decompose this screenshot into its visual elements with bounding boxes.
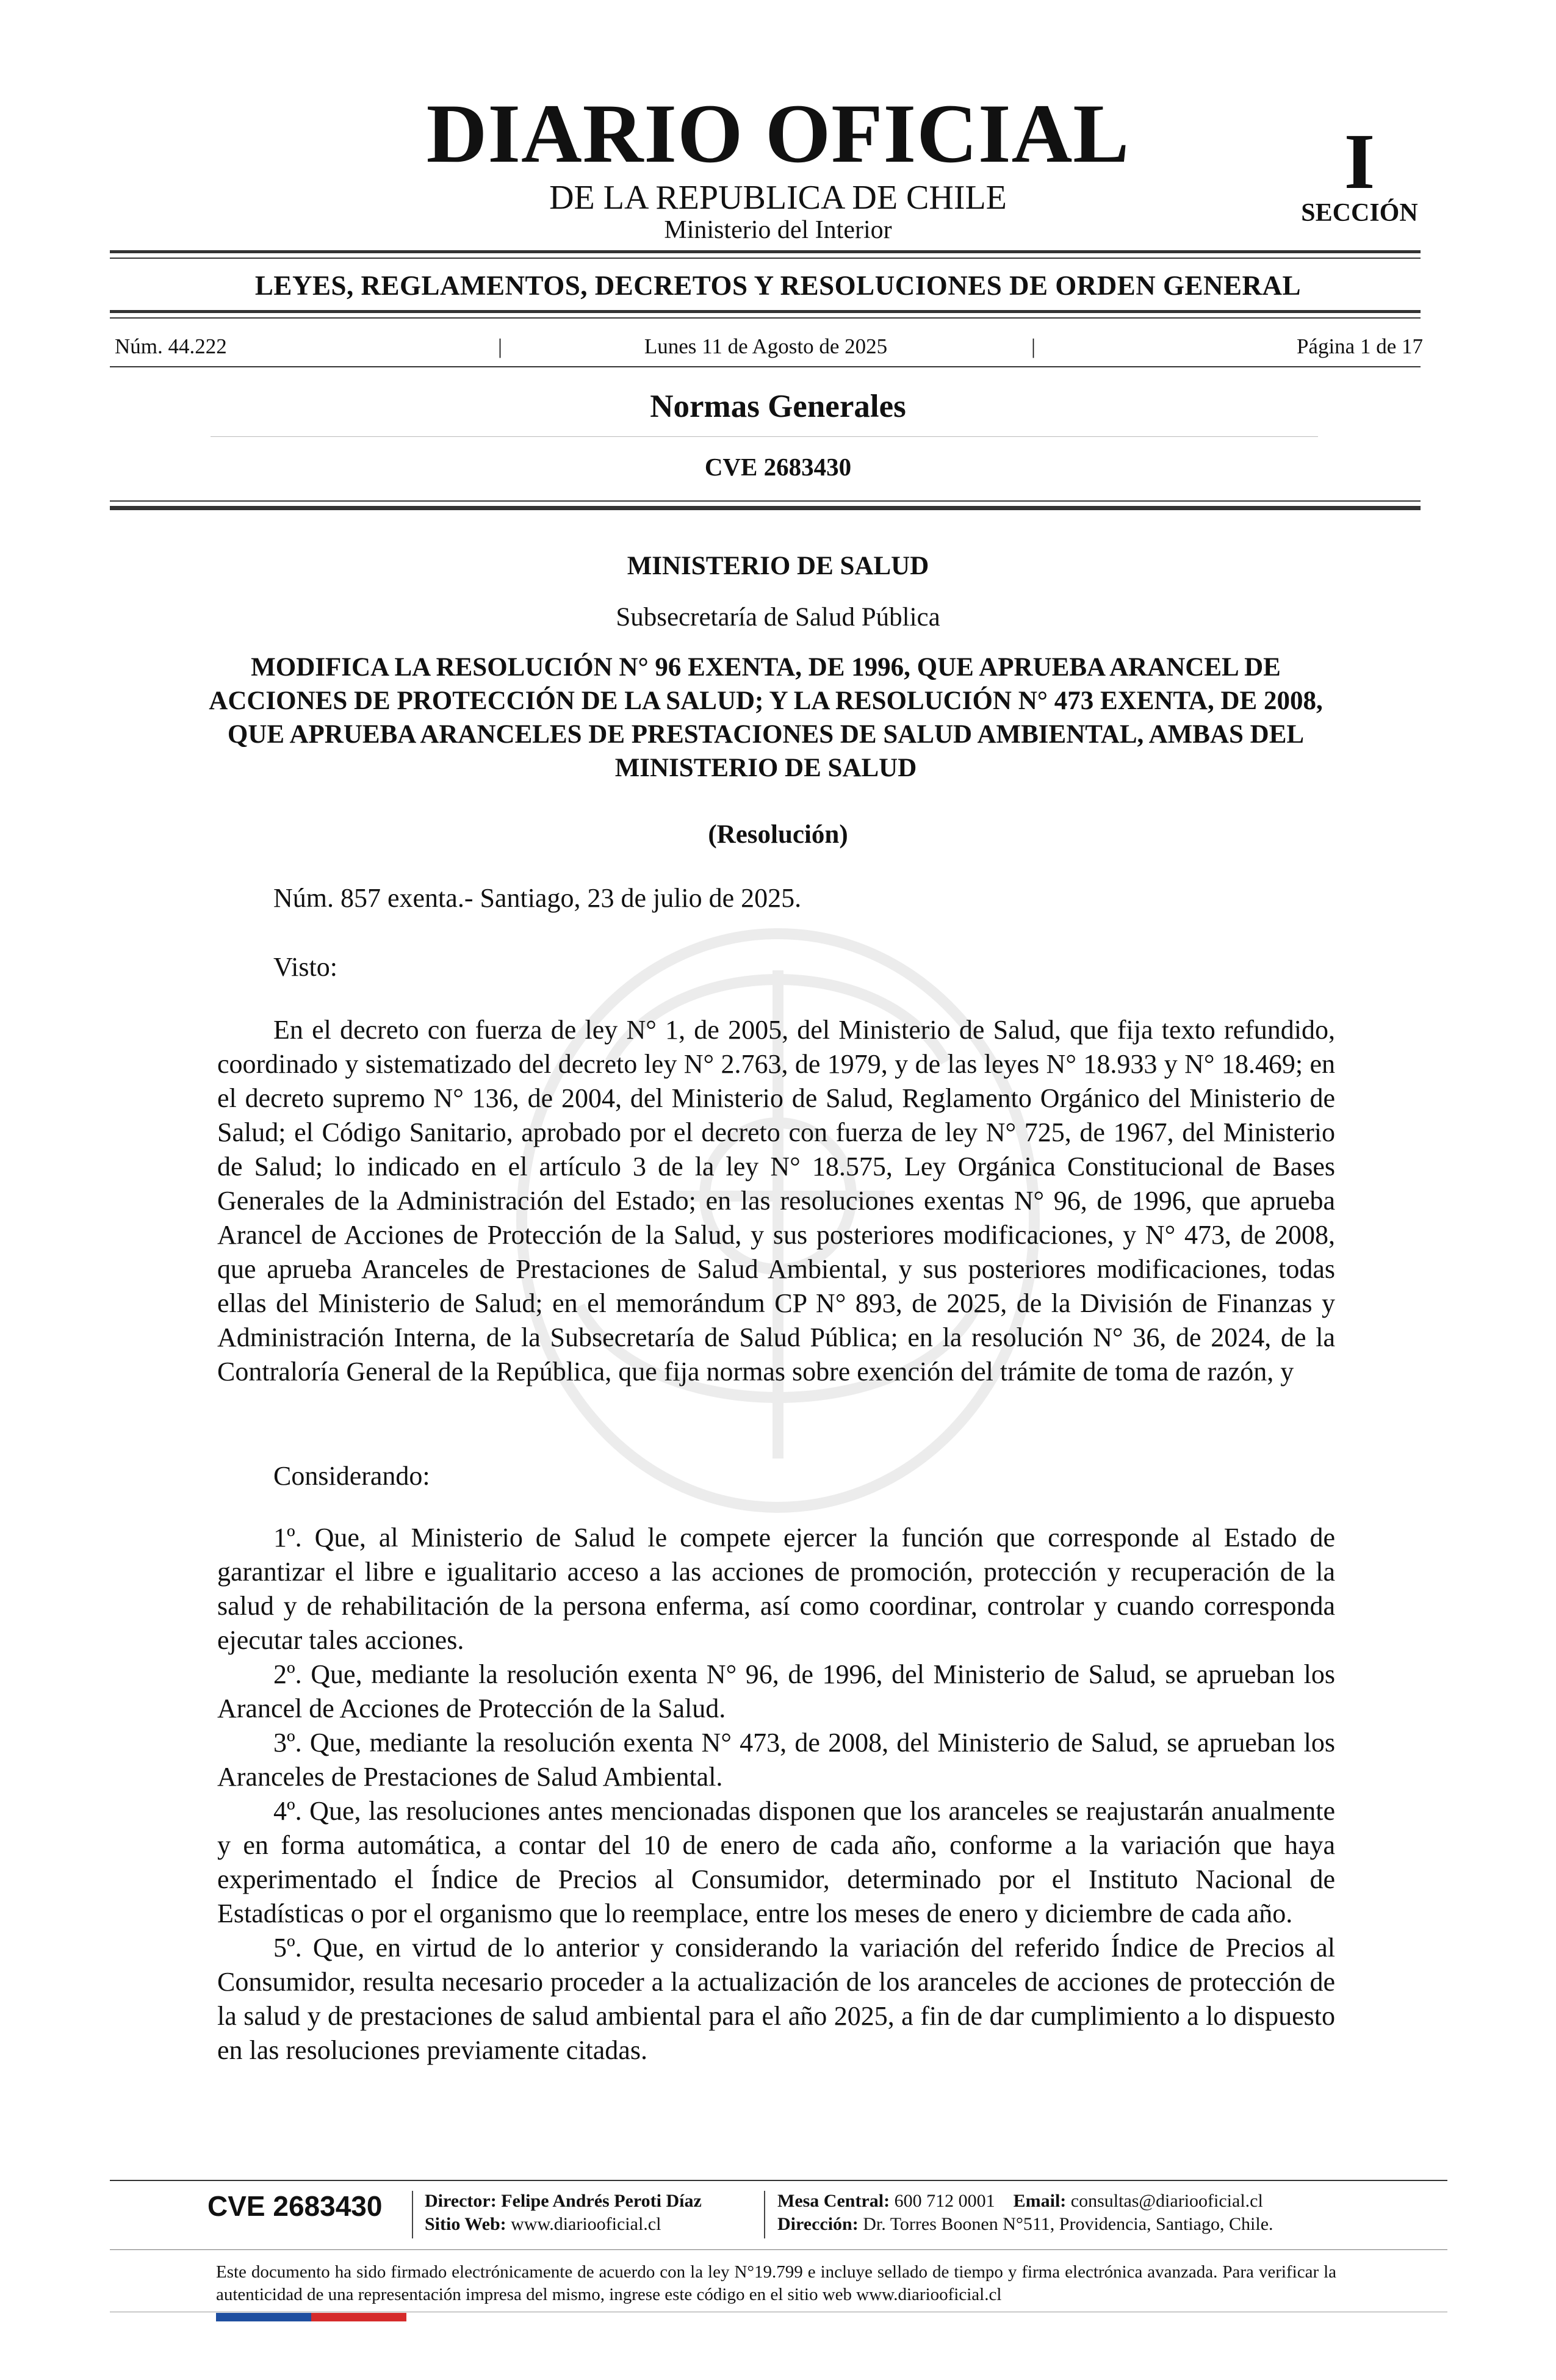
resolution-type: (Resolución) — [708, 820, 848, 849]
cve-rule-thick — [110, 506, 1421, 510]
considerando-label: Considerando: — [273, 1461, 430, 1491]
mesa-label: Mesa Central: — [777, 2191, 890, 2211]
footer-cve-code: CVE 2683430 — [207, 2190, 383, 2222]
document-ministry: MINISTERIO DE SALUD — [627, 552, 929, 580]
masthead-rule-thin — [110, 258, 1421, 259]
footer-rule-top — [110, 2180, 1447, 2181]
meta-separator: | — [1031, 334, 1036, 358]
section-title-rule — [211, 436, 1318, 437]
considerando-item: 1º. Que, al Ministerio de Salud le compete ejercer la función que corresponde al Estado de garantizar el libre e igualitario acceso a las acciones de promoción, protección y recuperación de la salud y de rehabilitación de la persona enferma, así como coordinar, controlar y cuando corresponda ejecutar tales acciones. — [217, 1523, 1335, 1655]
visto-label: Visto: — [273, 952, 337, 982]
considerando-item: 5º. Que, en virtud de lo anterior y considerando la variación del referido Índice de Precios al Consumidor, resulta necesario proceder a la actualización de los aranceles de acciones de protección de la salud y de prestaciones de salud ambiental para el año 2025, a fin de dar cumplimiento a lo dispuesto en las resoluciones previamente citadas. — [217, 1933, 1335, 2065]
meta-separator: | — [498, 334, 503, 358]
visto-paragraph — [217, 1013, 1335, 1389]
considerandos-list — [217, 1521, 1335, 2068]
address-label: Dirección: — [777, 2214, 859, 2234]
visto-text: En el decreto con fuerza de ley N° 1, de 2005, del Ministerio de Salud, que fija texto refundido, coordinado y sistematizado del decreto ley N° 2.763, de 1979, y de las leyes N° 18.933 y N° 18.469; en el decreto supremo N° 136, de 2004, del Ministerio de Salud, Reglamento Orgánico del Ministerio de Salud; el Código Sanitario, aprobado por el decreto con fuerza de ley N° 725, de 1967, del Ministerio de Salud; lo indicado en el artículo 3 de la ley N° 18.575, Ley Orgánica Constitucional de Bases Generales de la Administración del Estado; en las resoluciones exentas N° 96, de 1996, que aprueba Arancel de Acciones de Protección de la Salud, y sus posteriores modificaciones, y N° 473, de 2008, que aprueba Aranceles de Prestaciones de Salud Ambiental, y sus posteriores modificaciones, todas ellas del Ministerio de Salud; en el memorándum CP N° 893, de 2025, de la División de Finanzas y Administración Interna, de la Subsecretaría de Salud Pública; en la resolución N° 36, de 2024, de la Contraloría General de la República, que fija normas sobre exención del trámite de toma de razón, y — [217, 1015, 1335, 1387]
footer-legal-note: Este documento ha sido firmado electrónicamente de acuerdo con la ley N°19.799 e incluye sellado de tiempo y firma electrónica avanzada. Para verificar la autenticidad de una representación impresa del mismo, ingrese este código en el sitio web www.diariooficial.cl — [216, 2262, 1336, 2304]
cve-code: CVE 2683430 — [704, 453, 852, 481]
document-subsecretaria: Subsecretaría de Salud Pública — [616, 603, 940, 632]
resolution-number-line: Núm. 857 exenta.- Santiago, 23 de julio de 2025. — [273, 883, 802, 913]
director-name: Felipe Andrés Peroti Díaz — [501, 2191, 702, 2211]
footer-contact-column — [777, 2190, 1273, 2236]
category-rule-thin — [110, 317, 1421, 319]
masthead-rule-thick — [110, 250, 1421, 253]
masthead-title: DIARIO OFICIAL — [426, 87, 1130, 180]
email-label: Email: — [1013, 2191, 1067, 2211]
masthead-ministry: Ministerio del Interior — [664, 216, 892, 244]
issue-number: Núm. 44.222 — [115, 334, 227, 358]
footer-divider — [764, 2191, 765, 2238]
website-link[interactable]: www.diariooficial.cl — [511, 2214, 661, 2234]
footer-rule-mid — [110, 2249, 1447, 2250]
resolution-title: MODIFICA LA RESOLUCIÓN N° 96 EXENTA, DE 1996, QUE APRUEBA ARANCEL DE ACCIONES DE PROTECCIÓN DE LA SALUD; Y LA RESOLUCIÓN N° 473 EXENTA, DE 2008, QUE APRUEBA ARANCELES DE PRESTACIONES DE SALUD AMBIENTAL, AMBAS DEL MINISTERIO DE SALUD — [209, 653, 1323, 782]
flag-bar-red — [311, 2313, 406, 2321]
section-numeral: I — [1344, 118, 1375, 206]
website-label: Sitio Web: — [425, 2214, 506, 2234]
considerando-item: 4º. Que, las resoluciones antes mencionadas disponen que los aranceles se reajustarán anualmente y en forma automática, a contar del 10 de enero de cada año, conforme a la variación que haya experimentado el Índice de Precios al Consumidor, determinado por el Instituto Nacional de Estadísticas o por el organismo que lo reemplace, entre los meses de enero y diciembre de cada año. — [217, 1796, 1335, 1928]
issue-date: Lunes 11 de Agosto de 2025 — [644, 334, 888, 358]
footer-contact-column — [425, 2190, 702, 2236]
masthead-subtitle: DE LA REPUBLICA DE CHILE — [549, 179, 1007, 217]
section-label: SECCIÓN — [1301, 199, 1418, 227]
email-link[interactable]: consultas@diariooficial.cl — [1070, 2191, 1263, 2211]
considerando-item: 2º. Que, mediante la resolución exenta N° 96, de 1996, del Ministerio de Salud, se aprueban los Arancel de Acciones de Protección de la Salud. — [217, 1659, 1335, 1723]
section-title: Normas Generales — [650, 389, 906, 424]
director-label: Director: — [425, 2191, 497, 2211]
footer-divider — [412, 2191, 413, 2238]
address-value: Dr. Torres Boonen N°511, Providencia, Santiago, Chile. — [863, 2214, 1273, 2234]
category-rule-thick — [110, 310, 1421, 313]
cve-rule-thin — [110, 500, 1421, 502]
mesa-phone: 600 712 0001 — [894, 2191, 995, 2211]
flag-bar-blue — [216, 2313, 311, 2321]
page-indicator: Página 1 de 17 — [1296, 334, 1423, 358]
meta-rule — [110, 366, 1421, 367]
considerando-item: 3º. Que, mediante la resolución exenta N° 473, de 2008, del Ministerio de Salud, se aprueban los Aranceles de Prestaciones de Salud Ambiental. — [217, 1728, 1335, 1792]
category-banner: LEYES, REGLAMENTOS, DECRETOS Y RESOLUCIONES DE ORDEN GENERAL — [254, 270, 1302, 301]
